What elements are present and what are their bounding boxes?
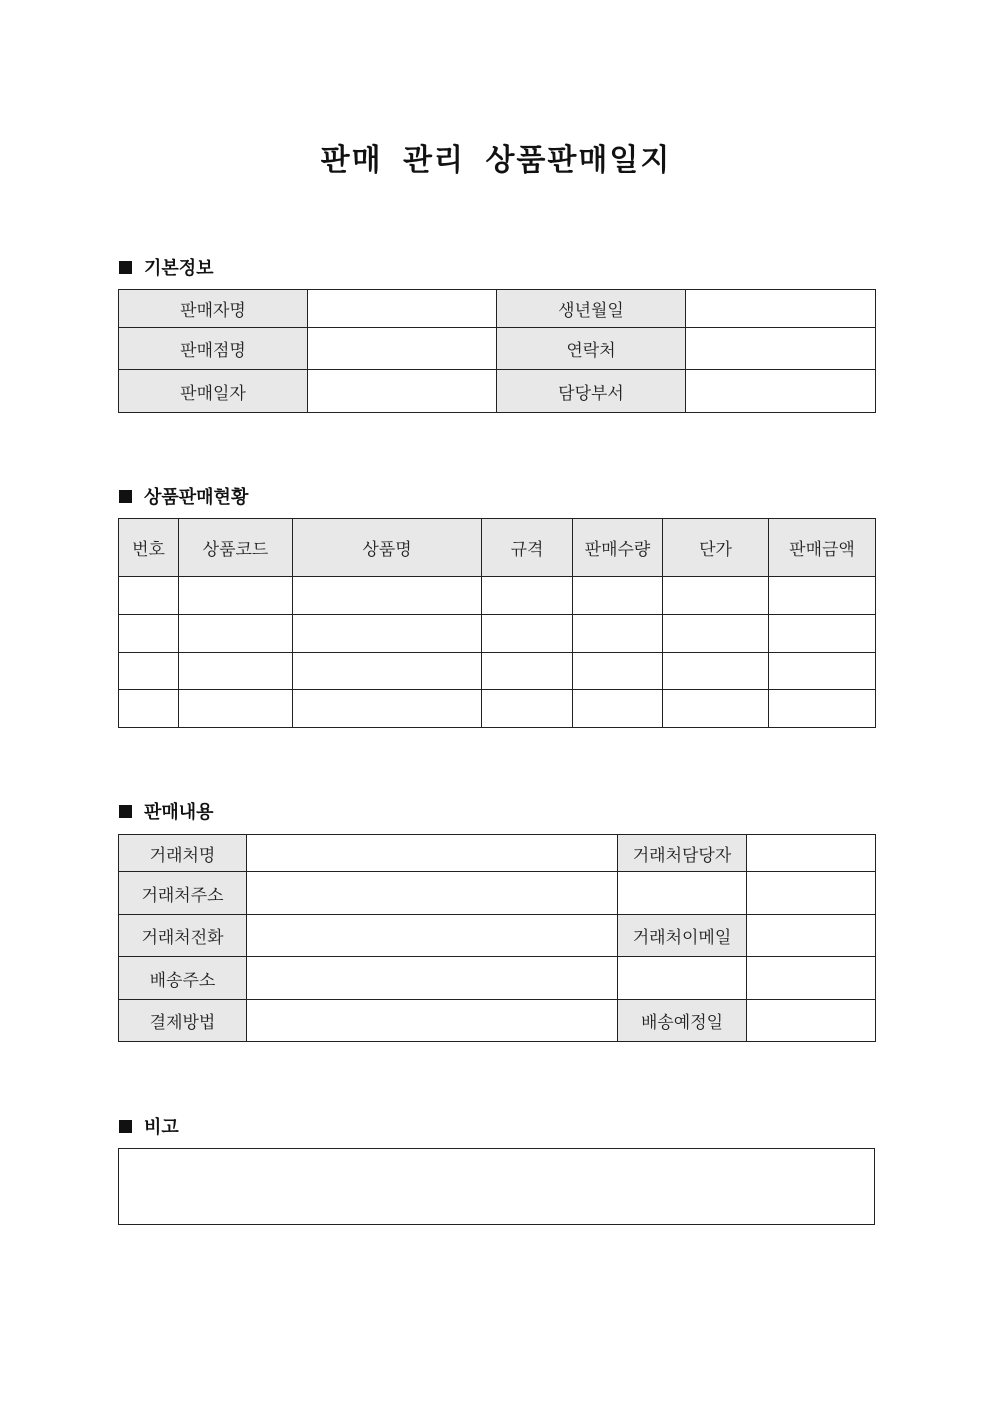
label-payment-method: 결제방법: [119, 1000, 247, 1042]
table-cell[interactable]: [119, 690, 179, 728]
label-client-phone: 거래처전화: [119, 915, 247, 957]
column-header-amount: 판매금액: [769, 519, 876, 577]
section-heading-basic-info: [119, 254, 214, 280]
client-name-field[interactable]: [247, 835, 618, 872]
column-header-unit-price: 단가: [663, 519, 769, 577]
table-cell[interactable]: [663, 577, 769, 615]
section-heading-text: 기본정보: [144, 258, 214, 279]
square-bullet-icon: [119, 805, 132, 818]
label-contact: 연락처: [497, 328, 686, 370]
table-cell[interactable]: [769, 653, 876, 690]
label-store-name: 판매점명: [119, 328, 308, 370]
empty-cell[interactable]: [747, 872, 876, 915]
label-birth-date: 생년월일: [497, 290, 686, 328]
sales-status-table: [118, 518, 876, 728]
payment-method-field[interactable]: [247, 1000, 618, 1042]
square-bullet-icon: [119, 1120, 132, 1133]
table-cell[interactable]: [573, 653, 663, 690]
column-header-spec: 규격: [482, 519, 573, 577]
table-row: [119, 835, 876, 872]
column-header-quantity: 판매수량: [573, 519, 663, 577]
table-cell[interactable]: [482, 615, 573, 653]
table-row: [119, 615, 876, 653]
table-cell[interactable]: [769, 577, 876, 615]
table-cell[interactable]: [769, 615, 876, 653]
section-heading-sales-content: [119, 798, 214, 824]
remarks-field[interactable]: [119, 1149, 875, 1225]
label-client-name: 거래처명: [119, 835, 247, 872]
table-cell[interactable]: [119, 653, 179, 690]
table-cell[interactable]: [573, 615, 663, 653]
remarks-table: [118, 1148, 875, 1225]
table-cell[interactable]: [663, 690, 769, 728]
table-cell[interactable]: [293, 615, 482, 653]
birth-date-field[interactable]: [686, 290, 876, 328]
table-row: [119, 653, 876, 690]
shipping-address-field[interactable]: [247, 957, 618, 1000]
table-cell[interactable]: [663, 653, 769, 690]
section-heading-text: 비고: [144, 1117, 179, 1138]
table-row: [119, 872, 876, 915]
label-department: 담당부서: [497, 370, 686, 413]
section-heading-sales-status: [119, 483, 248, 509]
sales-content-table: [118, 834, 876, 1042]
table-cell[interactable]: [293, 577, 482, 615]
table-header-row: [119, 519, 876, 577]
client-phone-field[interactable]: [247, 915, 618, 957]
label-seller-name: 판매자명: [119, 290, 308, 328]
table-row: [119, 328, 876, 370]
label-client-email: 거래처이메일: [618, 915, 747, 957]
section-heading-text: 상품판매현황: [144, 487, 249, 508]
table-row: [119, 1149, 875, 1225]
table-cell[interactable]: [293, 690, 482, 728]
table-cell[interactable]: [293, 653, 482, 690]
table-row: [119, 370, 876, 413]
table-row: [119, 290, 876, 328]
label-shipping-address: 배송주소: [119, 957, 247, 1000]
table-cell[interactable]: [573, 577, 663, 615]
client-manager-field[interactable]: [747, 835, 876, 872]
table-cell[interactable]: [179, 653, 293, 690]
table-row: [119, 577, 876, 615]
client-address-field[interactable]: [247, 872, 618, 915]
label-delivery-date: 배송예정일: [618, 1000, 747, 1042]
table-cell[interactable]: [573, 690, 663, 728]
column-header-product-code: 상품코드: [179, 519, 293, 577]
department-field[interactable]: [686, 370, 876, 413]
table-cell[interactable]: [663, 615, 769, 653]
table-cell[interactable]: [119, 577, 179, 615]
label-sale-date: 판매일자: [119, 370, 308, 413]
table-cell[interactable]: [179, 577, 293, 615]
table-cell[interactable]: [179, 690, 293, 728]
delivery-date-field[interactable]: [747, 1000, 876, 1042]
table-row: [119, 915, 876, 957]
square-bullet-icon: [119, 490, 132, 503]
contact-field[interactable]: [686, 328, 876, 370]
column-header-number: 번호: [119, 519, 179, 577]
column-header-product-name: 상품명: [293, 519, 482, 577]
table-row: [119, 957, 876, 1000]
table-row: [119, 1000, 876, 1042]
table-cell[interactable]: [179, 615, 293, 653]
basic-info-table: [118, 289, 876, 413]
empty-cell[interactable]: [747, 957, 876, 1000]
table-cell[interactable]: [482, 653, 573, 690]
table-cell[interactable]: [482, 577, 573, 615]
table-cell[interactable]: [119, 615, 179, 653]
table-cell[interactable]: [482, 690, 573, 728]
seller-name-field[interactable]: [308, 290, 497, 328]
document-title: 판매 관리 상품판매일지: [320, 143, 672, 178]
label-client-manager: 거래처담당자: [618, 835, 747, 872]
table-row: [119, 690, 876, 728]
section-heading-remarks: [119, 1113, 179, 1139]
sale-date-field[interactable]: [308, 370, 497, 413]
client-email-field[interactable]: [747, 915, 876, 957]
table-cell[interactable]: [769, 690, 876, 728]
label-client-address: 거래처주소: [119, 872, 247, 915]
section-heading-text: 판매내용: [144, 802, 214, 823]
square-bullet-icon: [119, 261, 132, 274]
empty-cell[interactable]: [618, 957, 747, 1000]
store-name-field[interactable]: [308, 328, 497, 370]
empty-cell[interactable]: [618, 872, 747, 915]
